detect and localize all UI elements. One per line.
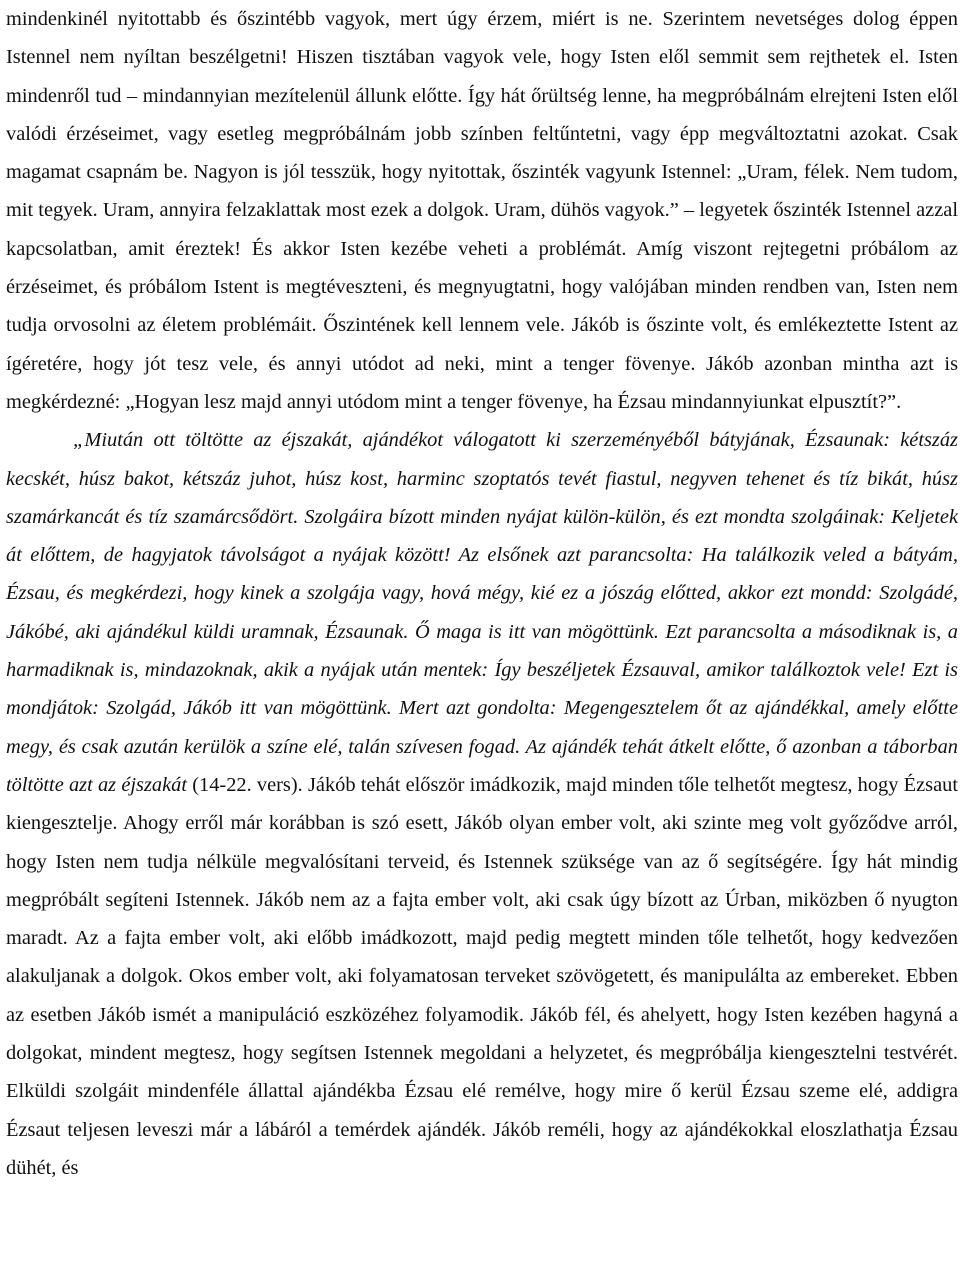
paragraph-2-text: (14-22. vers). Jákób tehát először imádkozik, majd minden tőle telhetőt megtesz, hogy Ézsaut kiengesztelje. Ahogy erről már korábban is szó esett, Jákób olyan ember volt, aki szinte meg volt győződve arról, hogy Isten nem tudja nélküle megvalósítani terveid, és Istennek szüksége van az ő segítségére. Így hát mindig megpróbált segíteni Istennek. Jákób nem az a fajta ember volt, aki csak úgy bízott az Úrban, miközben ő nyugton maradt. Az a fajta ember volt, aki előbb imádkozott, majd pedig megtett minden tőle telhetőt, hogy kedvezően alakuljanak a dolgok. Okos ember volt, aki folyamatosan terveket szövögetett, és manipulálta az embereket. Ebben az esetben Jákób ismét a manipuláció eszközéhez folyamodik. Jákób fél, és ahelyett, hogy Isten kezében hagyná a dolgokat, mindent megtesz, hogy segítsen Istennek megoldani a helyzetet, és megpróbálja kiengesztelni testvérét. Elküldi szolgáit mindenféle állattal ajándékba Ézsau elé remélve, hogy mire ő kerül Ézsau szeme elé, addigra Ézsaut teljesen leveszi már a lábáról a temérdek ajándék. Jákób reméli, hogy az ajándékokkal eloszlathatja Ézsau dühét, és — [6, 773, 958, 1179]
paragraph-1-text: mindenkinél nyitottabb és őszintébb vagyok, mert úgy érzem, miért is ne. Szerintem nevetséges dolog éppen Istennel nem nyíltan beszélgetni! Hiszen tisztában vagyok vele, hogy Isten elől semmit sem rejthetek el. Isten mindenről tud – mindannyian mezítelenül állunk előtte. Így hát őrültség lenne, ha megpróbálnám elrejteni Isten elől valódi érzéseimet, vagy esetleg megpróbálnám jobb színben feltűntetni, vagy épp megváltoztatni azokat. Csak magamat csapnám be. Nagyon is jól tesszük, hogy nyitottak, őszinték vagyunk Istennel: „Uram, félek. Nem tudom, mit tegyek. Uram, annyira felzaklattak most ezek a dolgok. Uram, dühös vagyok.” – legyetek őszinték Istennel azzal kapcsolatban, amit éreztek! És akkor Isten kezébe veheti a problémát. Amíg viszont rejtegetni próbálom az érzéseimet, és próbálom Istent is megtéveszteni, és megnyugtatni, hogy valójában minden rendben van, Isten nem tudja orvosolni az életem problémáit. Őszintének kell lennem vele. Jákób is őszinte volt, és emlékeztette Istent az ígéretére, hogy jót tesz vele, és annyi utódot ad neki, mint a tenger fövenye. Jákób azonban mintha azt is megkérdezné: „Hogyan lesz majd annyi utódom mint a tenger fövenye, ha Ézsau mindannyiunkat elpusztít?”. — [6, 8, 958, 413]
document-page — [6, 0, 958, 1187]
bible-quote-text: „Miután ott töltötte az éjszakát, ajándékot válogatott ki szerzeményéből bátyjának, Ézsaunak: kétszáz kecskét, húsz bakot, kétszáz juhot, húsz kost, harminc szoptatós tevét fiastul, negyven tehenet és tíz bikát, húsz szamárkancát és tíz szamárcsődört. Szolgáira bízott minden nyájat külön-külön, és ezt mondta szolgáinak: Keljetek át előttem, de hagyjatok távolságot a nyájak között! Az elsőnek azt parancsolta: Ha találkozik veled a bátyám, Ézsau, és megkérdezi, hogy kinek a szolgája vagy, hová mégy, kié ez a jószág előtted, akkor ezt mondd: Szolgádé, Jákóbé, aki ajándékul küldi uramnak, Ézsaunak. Ő maga is itt van mögöttünk. Ezt parancsolta a másodiknak is, a harmadiknak is, mindazoknak, akik a nyájak után mentek: Így beszéljetek Ézsauval, amikor találkoztok vele! Ezt is mondjátok: Szolgád, Jákób itt van mögöttünk. Mert azt gondolta: Megengesztelem őt az ajándékkal, amely előtte megy, és csak azután kerülök a színe elé, talán szívesen fogad. Az ajándék tehát átkelt előtte, ő azonban a táborban töltötte azt az éjszakát — [6, 429, 958, 796]
paragraph-2 — [6, 421, 958, 1187]
paragraph-1 — [6, 0, 958, 421]
